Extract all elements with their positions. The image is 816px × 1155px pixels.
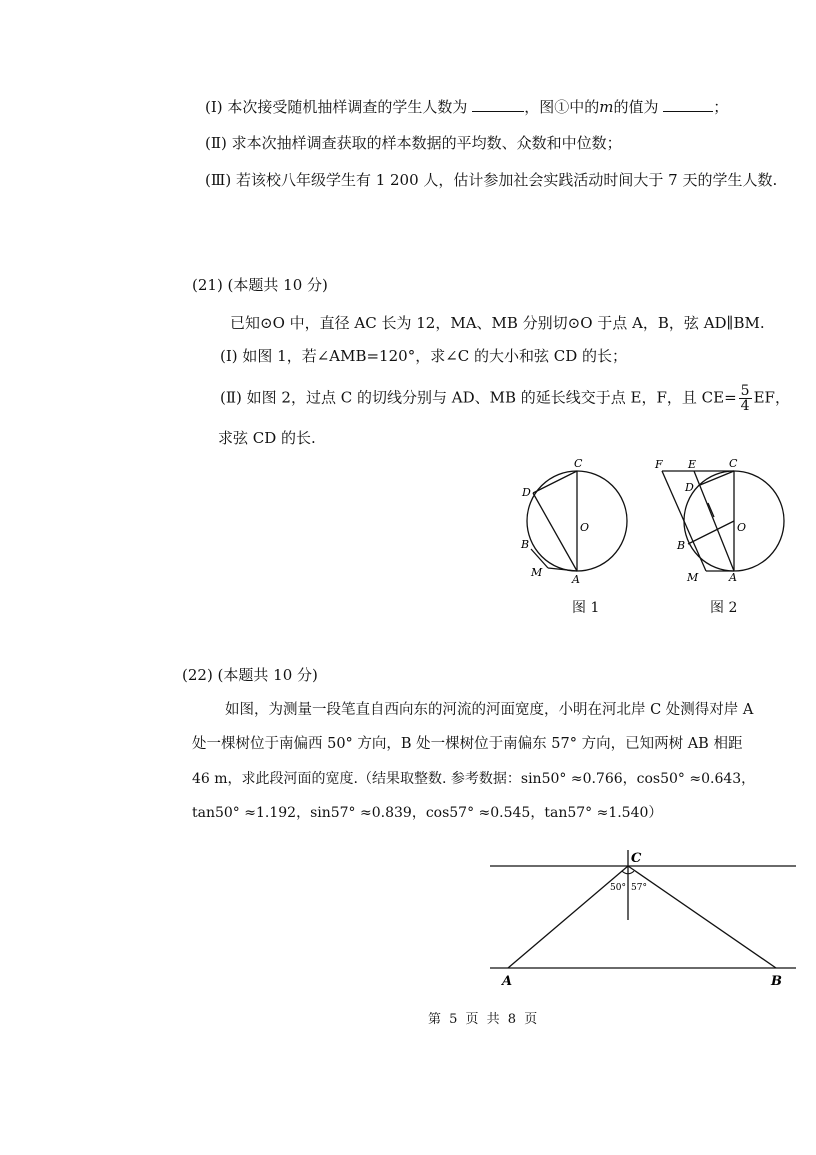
fig1-chord-cd (533, 471, 577, 493)
fig2-label-c: C (729, 457, 738, 470)
variable-m: m (599, 98, 614, 116)
fig1-label-b: B (521, 538, 530, 551)
q21-given: 已知⊙O 中，直径 AC 长为 12，MA、MB 分别切⊙O 于点 A，B，弦 AD∥BM. (230, 314, 765, 332)
fig1-label-o: O (580, 521, 590, 534)
q21-part1: (Ⅰ) 如图 1，若∠AMB=120°，求∠C 的大小和弦 CD 的长； (220, 347, 628, 365)
fraction-denominator: 4 (740, 398, 750, 414)
fig2-label-m: M (687, 571, 699, 584)
fig2-radius-ob (688, 521, 734, 544)
q20-part2: (Ⅱ) 求本次抽样调查获取的样本数据的平均数、众数和中位数； (205, 134, 622, 152)
fig1-label-a: A (572, 573, 580, 586)
answer-blank-1[interactable] (472, 97, 524, 112)
label-c: C (631, 851, 642, 866)
fraction-numerator: 5 (740, 383, 750, 399)
q22-line2: 处一棵树位于南偏西 50° 方向，B 处一棵树位于南偏东 57° 方向，已知两树 AB 相距 (192, 736, 743, 752)
fig1-label-m: M (531, 566, 543, 579)
fig2-chord-cd (700, 471, 734, 485)
fig1-caption: 图 1 (572, 600, 600, 616)
fig2-label-o: O (737, 521, 747, 534)
label-b: B (771, 974, 782, 989)
q20-part1-end: ； (713, 98, 729, 116)
q22-heading: (22) (本题共 10 分) (182, 666, 318, 684)
figure-1 (505, 455, 640, 590)
q20-part1-text-c: 的值为 (613, 98, 659, 116)
river-figure (488, 840, 800, 990)
angle-label-50: 50° (610, 883, 626, 893)
fig2-caption: 图 2 (710, 600, 738, 616)
q22-line3: 46 m，求此段河面的宽度.（结果取整数. 参考数据：sin50° ≈0.766，cos50° ≈0.643， (192, 771, 756, 787)
q21-part2 (220, 384, 790, 413)
answer-blank-2[interactable] (663, 97, 713, 112)
q21-part2-text: (Ⅱ) 如图 2，过点 C 的切线分别与 AD、MB 的延长线交于点 E，F，且 CE= (220, 388, 737, 407)
fig1-label-d: D (522, 486, 531, 499)
q21-part2-text-b: EF， (753, 388, 790, 407)
q22-line1: 如图，为测量一段笔直自西向东的河流的河面宽度，小明在河北岸 C 处测得对岸 A (225, 702, 754, 718)
fig2-label-d: D (685, 481, 694, 494)
q21-heading: (21) (本题共 10 分) (192, 276, 328, 294)
fig1-label-c: C (574, 457, 583, 470)
q22-line4: tan50° ≈1.192，sin57° ≈0.839，cos57° ≈0.545，tan57° ≈1.540） (192, 805, 663, 821)
page-footer: 第 5 页 共 8 页 (428, 1012, 540, 1027)
q20-part1-text-b: ，图①中的 (524, 98, 600, 116)
figure-2 (648, 455, 793, 590)
q20-part1 (205, 97, 728, 117)
line-ca (508, 866, 628, 968)
line-cb (628, 866, 776, 968)
q20-part1-text: (Ⅰ) 本次接受随机抽样调查的学生人数为 (205, 98, 468, 116)
fraction-5-4 (739, 384, 752, 413)
fig2-label-f: F (655, 458, 663, 471)
q21-part2-cont: 求弦 CD 的长. (218, 429, 316, 447)
fig2-label-a: A (729, 571, 737, 584)
angle-label-57: 57° (631, 883, 647, 893)
q20-part3: (Ⅲ) 若该校八年级学生有 1 200 人，估计参加社会实践活动时间大于 7 天的学生人数. (205, 171, 778, 189)
label-a: A (502, 974, 513, 989)
fig2-label-b: B (677, 539, 686, 552)
fig2-label-e: E (688, 458, 697, 471)
